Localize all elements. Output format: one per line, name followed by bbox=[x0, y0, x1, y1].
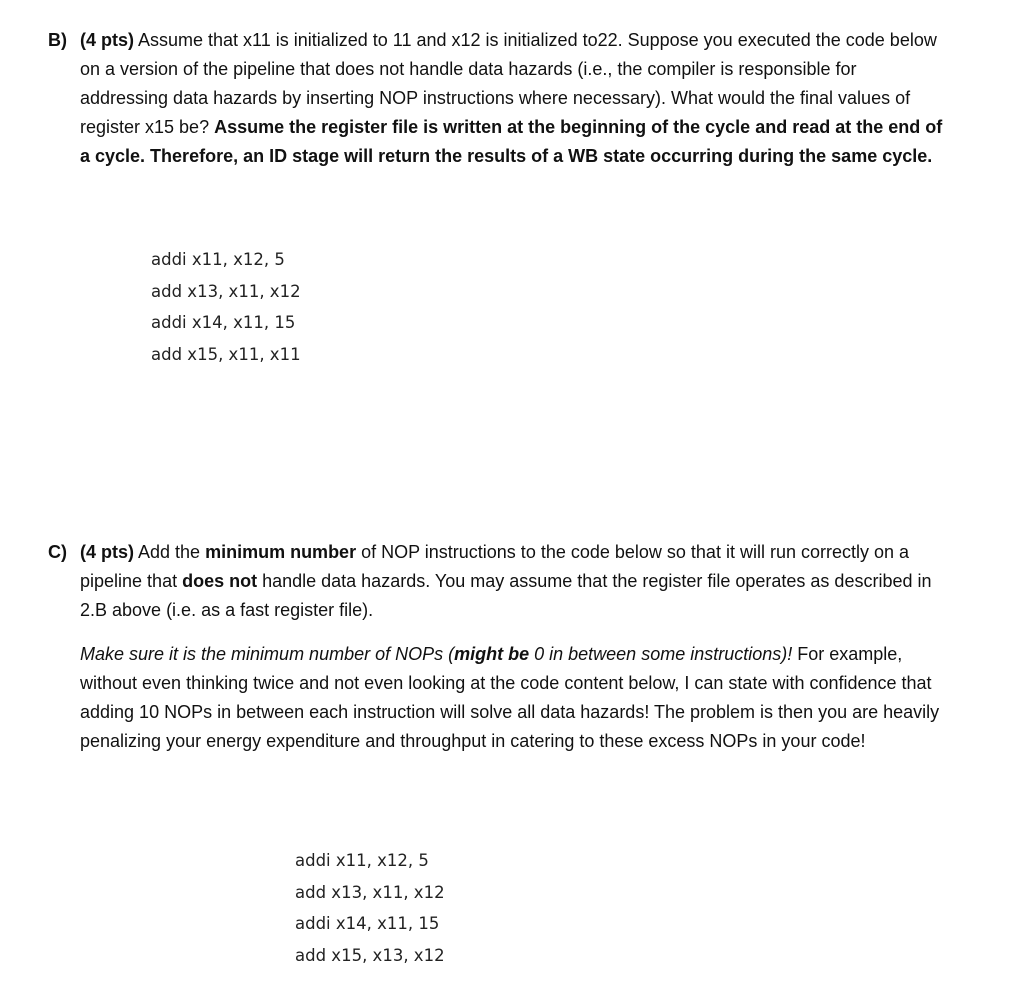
question-c-code-block bbox=[295, 845, 445, 971]
code-line: add x13, x11, x12 bbox=[151, 281, 301, 301]
question-b-text: Assume that x11 is initialized to 11 and x12 is initialized to22. Suppose you executed the code below on a version of the pipeline that does not handle data hazards (i.e., the compiler is responsible for addressing data hazards by inserting NOP instructions where necessary). What would the final values of register x15 be? bbox=[80, 30, 937, 137]
question-c-bold-italic-text: might be bbox=[454, 644, 530, 664]
question-b-points: (4 pts) bbox=[80, 30, 134, 50]
code-line: addi x11, x12, 5 bbox=[151, 250, 285, 269]
question-c-italic-text: 0 in between some instructions)! bbox=[529, 644, 793, 664]
question-c-emphasis: minimum number bbox=[205, 542, 357, 562]
question-b-body bbox=[80, 26, 948, 171]
question-c-label: C) bbox=[48, 542, 67, 562]
code-line: add x13, x11, x12 bbox=[295, 882, 445, 902]
question-c bbox=[48, 538, 948, 756]
code-line: addi x14, x11, 15 bbox=[295, 914, 440, 933]
question-b-assumption: Assume the register file is written at the beginning of the cycle and read at the end of a cycle. Therefore, an ID stage will return the results of a WB state occurring during the same cycle. bbox=[80, 117, 943, 166]
question-c-text: Add the bbox=[134, 542, 206, 562]
question-c-points: (4 pts) bbox=[80, 542, 134, 562]
question-b-label: B) bbox=[48, 30, 67, 50]
question-c-body bbox=[80, 538, 948, 756]
code-line: addi x14, x11, 15 bbox=[151, 313, 296, 332]
code-line: add x15, x13, x12 bbox=[295, 945, 445, 965]
question-b-code-block bbox=[151, 244, 301, 370]
question-b bbox=[48, 26, 948, 171]
question-c-text: handle data hazards. You may assume that the register file operates as described in 2.B above (i.e. as a fast register file). bbox=[80, 571, 932, 620]
question-c-text: For example, without even thinking twice and not even looking at the code content below, I can state with confidence that adding 10 NOPs in between each instruction will solve all data hazards! The problem is then you are heavily penalizing your energy expenditure and throughput in catering to these excess NOPs in your code! bbox=[80, 644, 940, 751]
question-c-paragraph-1 bbox=[80, 538, 948, 625]
question-c-emphasis: does not bbox=[182, 571, 258, 591]
question-c-paragraph-2 bbox=[80, 640, 948, 756]
question-c-text: of NOP instructions to the code below so that it will run correctly on a pipeline that bbox=[80, 542, 910, 591]
question-c-italic-text: Make sure it is the minimum number of NOPs ( bbox=[80, 644, 455, 664]
code-line: addi x11, x12, 5 bbox=[295, 851, 429, 870]
question-b-paragraph bbox=[80, 26, 948, 171]
code-line: add x15, x11, x11 bbox=[151, 344, 301, 364]
